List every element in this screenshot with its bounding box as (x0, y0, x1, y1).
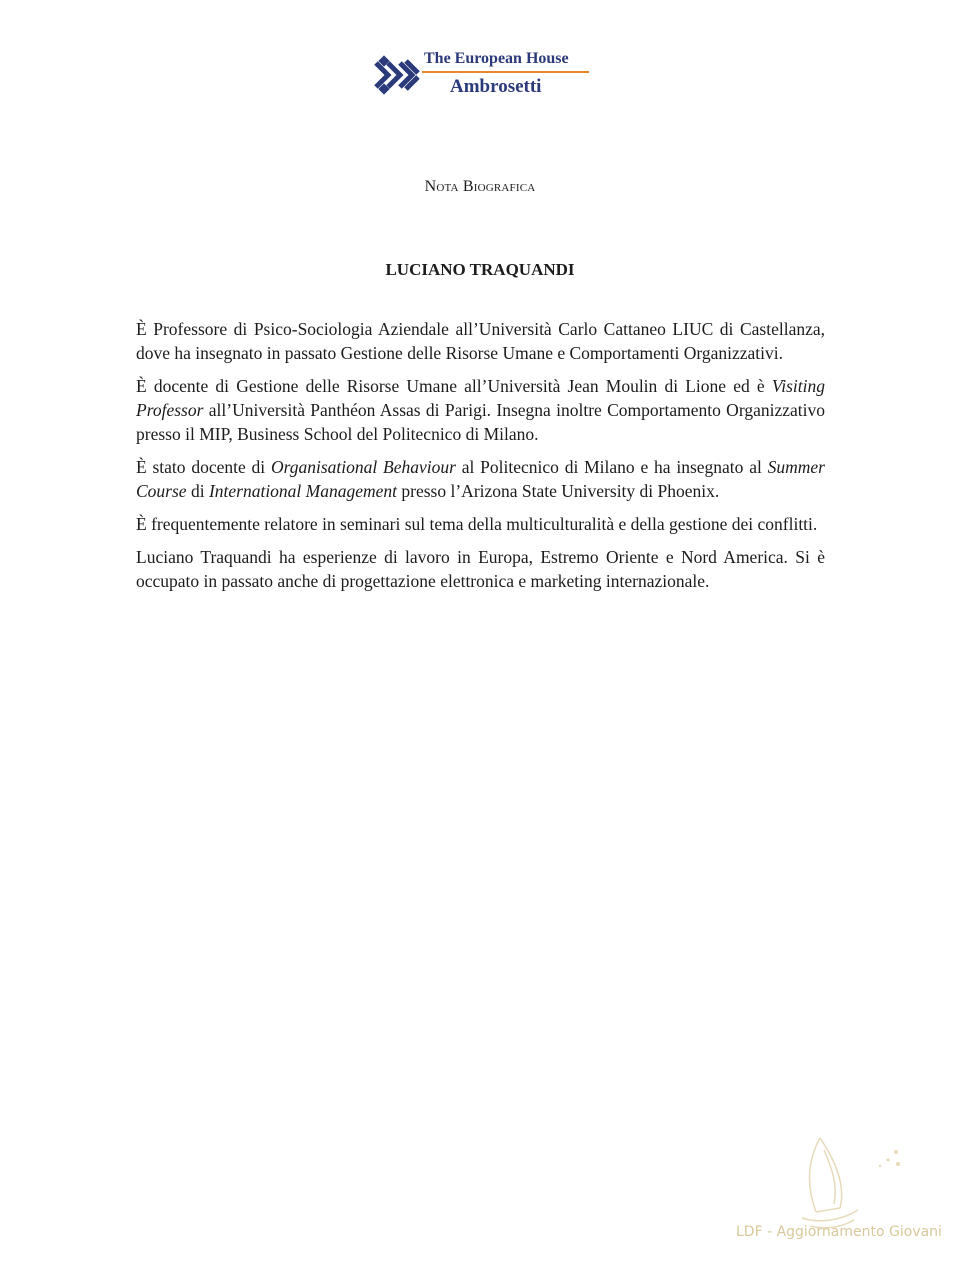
paragraph-4: È frequentemente relatore in seminari sul tema della multiculturalità e della gestione dei conflitti. (136, 514, 818, 534)
paragraph-3-italic-1: Organisational Behaviour (270, 457, 456, 477)
paragraph-3-part-c: al Politecnico di Milano e ha insegnato al (455, 457, 768, 477)
paragraph-3-part-a: È stato docente di (136, 457, 271, 477)
logo-line-1: The European House (424, 50, 569, 67)
paragraph-3-italic-3: International Management (208, 481, 398, 501)
paragraph-2-italic: Visiting Professor (136, 376, 825, 420)
biography-body (136, 317, 825, 602)
paragraph-1: È Professore di Psico-Sociologia Aziendale all’Università Carlo Cattaneo LIUC di Castellanza, dove ha insegnato in passato Gestione delle Risorse Umane e Comportamenti Organizzativi. (136, 319, 825, 363)
paragraph-2-part-c: all’Università Panthéon Assas di Parigi. Insegna inoltre Comportamento Organizzativo presso il MIP, Business School del Politecnico di Milano. (136, 400, 825, 444)
document-subtitle: Nota Biografica (424, 178, 536, 195)
paragraph-5: Luciano Traquandi ha esperienze di lavoro in Europa, Estremo Oriente e Nord America. Si è occupato in passato anche di progettazione elettronica e marketing internazionale. (136, 547, 825, 591)
ambrosetti-logo-icon (372, 55, 422, 95)
logo-divider (422, 71, 589, 73)
watermark-caption: LDF - Aggiornamento Giovani (736, 1224, 942, 1240)
paragraph-2-part-a: È docente di Gestione delle Risorse Umane all’Università Jean Moulin di Lione ed è (136, 376, 772, 396)
logo-line-2: Ambrosetti (450, 76, 542, 97)
paragraph-3-part-g: presso l’Arizona State University di Phoenix. (397, 481, 720, 501)
paragraph-3 (136, 455, 825, 503)
person-name: LUCIANO TRAQUANDI (385, 260, 575, 279)
company-logo (372, 50, 592, 100)
paragraph-2 (136, 374, 825, 446)
paragraph-3-italic-2: Summer Course (136, 457, 825, 501)
paragraph-3-part-e: di (186, 481, 209, 501)
